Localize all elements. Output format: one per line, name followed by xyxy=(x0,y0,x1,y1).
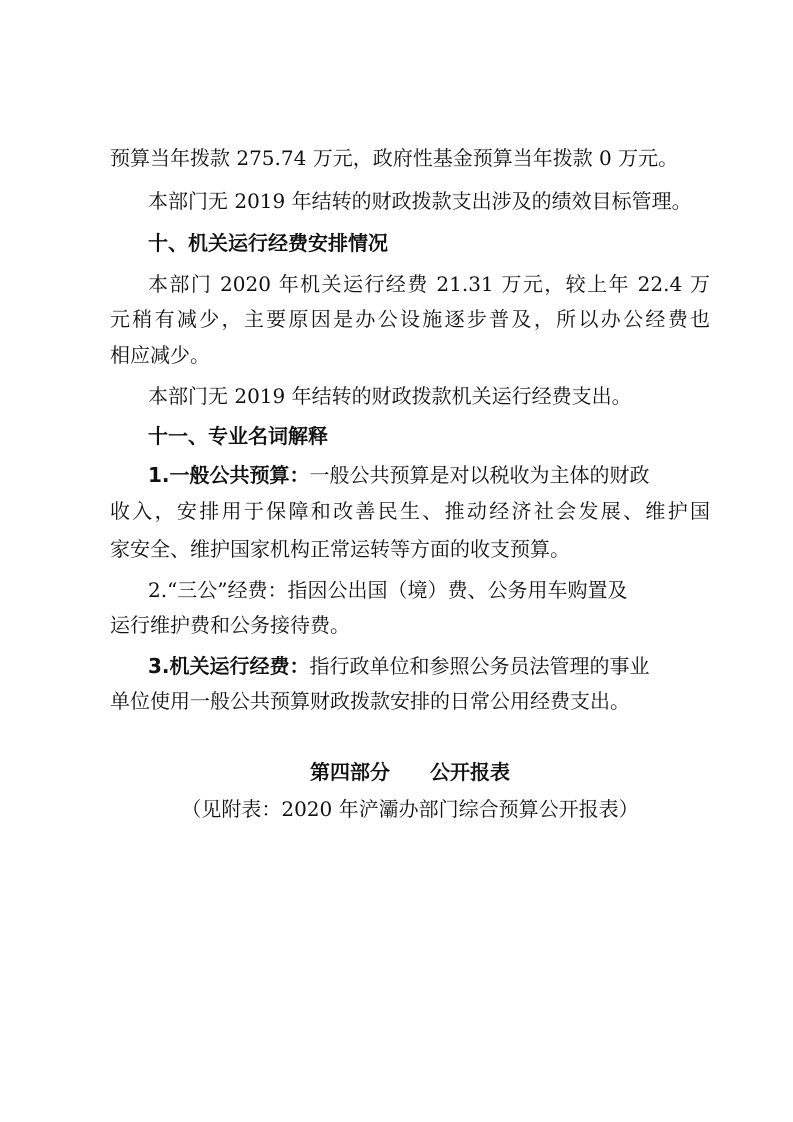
paragraph-line: 本部门 2020 年机关运行经费 21.31 万元，较上年 22.4 万 xyxy=(148,272,710,296)
paragraph-line: 本部门无 2019 年结转的财政拨款支出涉及的绩效目标管理。 xyxy=(148,189,692,213)
definition-line xyxy=(148,578,710,602)
definition-term: 2.“三公”经费： xyxy=(148,578,288,602)
definition-text: 指因公出国（境）费、公务用车购置及 xyxy=(287,578,628,602)
section-heading: 十、机关运行经费安排情况 xyxy=(148,231,388,255)
paragraph-line: 相应减少。 xyxy=(110,343,210,367)
paragraph-line: 单位使用一般公共预算财政拨款安排的日常公用经费支出。 xyxy=(110,689,630,713)
annex-note: （见附表：2020 年浐灞办部门综合预算公开报表） xyxy=(181,797,639,821)
paragraph-line: 本部门无 2019 年结转的财政拨款机关运行经费支出。 xyxy=(148,384,632,408)
paragraph-line: 预算当年拨款 275.74 万元，政府性基金预算当年拨款 0 万元。 xyxy=(110,146,679,170)
part-heading: 第四部分 公开报表 xyxy=(310,760,510,784)
paragraph-line: 运行维护费和公务接待费。 xyxy=(110,613,350,637)
definition-text: 一般公共预算是对以税收为主体的财政 xyxy=(309,463,650,487)
paragraph-line: 收入，安排用于保障和改善民生、推动经济社会发展、维护国 xyxy=(110,499,710,523)
paragraph-line: 家安全、维护国家机构正常运转等方面的收支预算。 xyxy=(110,537,570,561)
definition-term: 3.机关运行经费： xyxy=(148,654,310,678)
paragraph-line: 元稍有减少，主要原因是办公设施逐步普及，所以办公经费也 xyxy=(110,307,710,331)
section-heading: 十一、专业名词解释 xyxy=(148,424,328,448)
definition-term: 1.一般公共预算： xyxy=(148,463,310,487)
definition-text: 指行政单位和参照公务员法管理的事业 xyxy=(309,654,650,678)
definition-line xyxy=(148,463,710,487)
definition-line xyxy=(148,654,710,678)
